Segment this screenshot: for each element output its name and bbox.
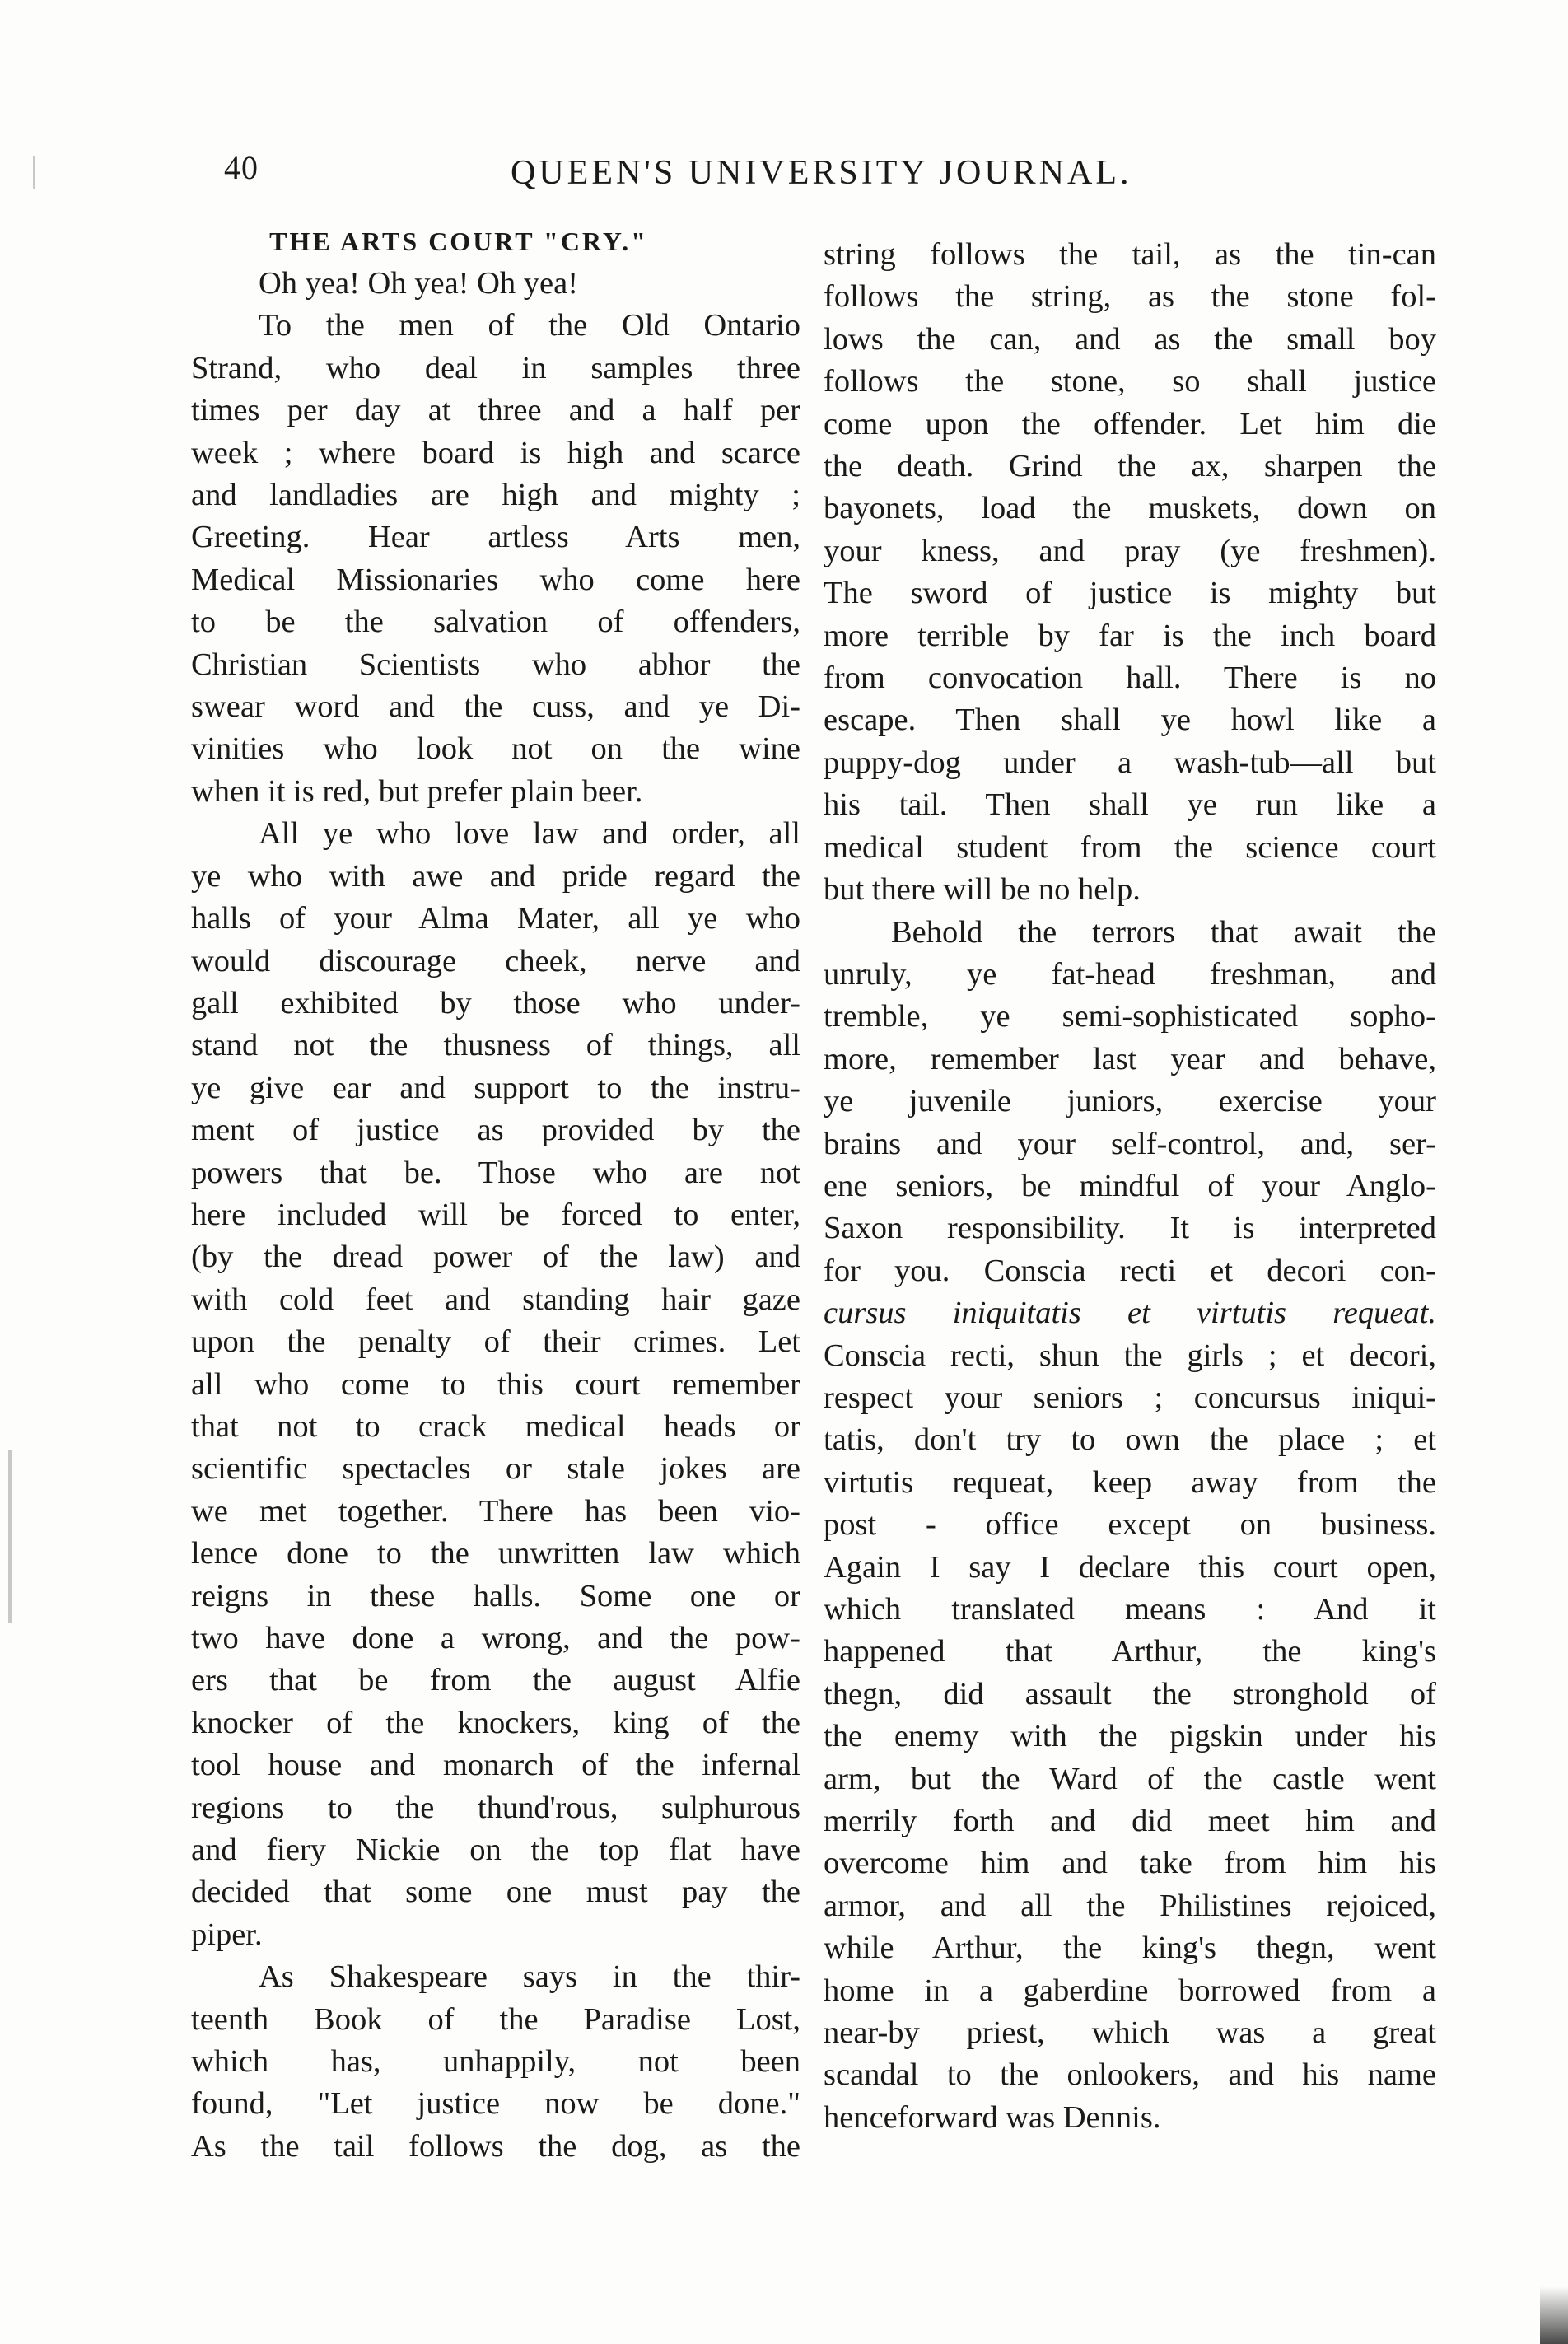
text-line: Again I say I declare this court open, [824,1549,1436,1585]
text-line: ye juvenile juniors, exercise your [824,1084,1436,1119]
text-line: and landladies are high and mighty ; [191,478,800,513]
text-line: vinities who look not on the wine [191,731,800,767]
text-line: decided that some one must pay the [191,1875,800,1910]
text-line: knocker of the knockers, king of the [191,1705,800,1740]
text-line: Christian Scientists who abhor the [191,647,800,682]
text-line: tremble, ye semi-sophisticated sopho- [824,999,1436,1034]
text-line: Saxon responsibility. It is interpreted [824,1211,1436,1246]
text-line: As Shakespeare says in the thir- [259,1959,800,1995]
text-line: Conscia recti, shun the girls ; et decori, [824,1338,1436,1373]
text-line: regions to the thund'rous, sulphurous [191,1790,800,1825]
text-line: would discourage cheek, nerve and [191,943,800,978]
text-line: ye give ear and support to the instru- [191,1070,800,1105]
text-line: follows the string, as the stone fol- [824,279,1436,315]
text-line: which translated means : And it [824,1592,1436,1627]
text-line: ers that be from the august Alfie [191,1663,800,1698]
text-line: the enemy with the pigskin under his [824,1719,1436,1754]
text-line: with cold feet and standing hair gaze [191,1282,800,1317]
text-line: which has, unhappily, not been [191,2044,800,2080]
text-line: respect your seniors ; concursus iniqui- [824,1380,1436,1415]
text-line: stand not the thusness of things, all [191,1028,800,1063]
text-line: armor, and all the Philistines rejoiced, [824,1888,1436,1923]
text-line: thegn, did assault the stronghold of [824,1676,1436,1711]
article-title: THE ARTS COURT "CRY." [269,226,648,256]
right-column [824,234,1436,2139]
text-line: arm, but the Ward of the castle went [824,1761,1436,1796]
text-line: Behold the terrors that await the [891,914,1436,950]
text-line: more, remember last year and behave, [824,1041,1436,1076]
text-line: for you. Conscia recti et decori con- [824,1253,1436,1288]
scan-edge-mark [33,156,35,189]
text-line: reigns in these halls. Some one or [191,1578,800,1613]
text-line: virtutis requeat, keep away from the [824,1464,1436,1500]
text-line: that not to crack medical heads or [191,1408,800,1444]
text-line: tatis, don't try to own the place ; et [824,1422,1436,1458]
text-line: upon the penalty of their crimes. Let [191,1324,800,1360]
text-line: Strand, who deal in samples three [191,350,800,385]
text-line: teenth Book of the Paradise Lost, [191,2001,800,2037]
text-line: lence done to the unwritten law which [191,1536,800,1571]
text-line: Greeting. Hear artless Arts men, [191,520,800,555]
text-line: escape. Then shall ye howl like a [824,703,1436,738]
text-line: when it is red, but prefer plain beer. [191,773,643,809]
text-line: come upon the offender. Let him die [824,406,1436,441]
text-line: All ye who love law and order, all [259,816,800,852]
text-line: swear word and the cuss, and ye Di- [191,689,800,725]
text-line: from convocation hall. There is no [824,661,1436,696]
text-line: follows the stone, so shall justice [824,364,1436,399]
text-line: home in a gaberdine borrowed from a [824,1973,1436,2008]
text-line: scientific spectacles or stale jokes are [191,1451,800,1487]
text-line: we met together. There has been vio- [191,1493,800,1529]
text-line: here included will be forced to enter, [191,1197,800,1232]
text-line: but there will be no help. [824,872,1141,908]
text-line: all who come to this court remember [191,1366,800,1402]
scan-corner-mark [1540,2286,1568,2344]
text-line: string follows the tail, as the tin-can [824,237,1436,272]
text-line: near-by priest, which was a great [824,2015,1436,2051]
text-line: bayonets, load the muskets, down on [824,491,1436,526]
text-line: As the tail follows the dog, as the [191,2128,800,2164]
text-line: times per day at three and a half per [191,393,800,428]
left-column [191,221,800,2168]
text-line: scandal to the onlookers, and his name [824,2057,1436,2093]
text-line: two have done a wrong, and the pow- [191,1621,800,1655]
text-line: Oh yea! Oh yea! Oh yea! [259,266,579,301]
text-line: the death. Grind the ax, sharpen the [824,449,1436,484]
text-line: piper. [191,1917,263,1952]
text-line: unruly, ye fat-head freshman, and [824,956,1436,992]
text-line: To the men of the Old Ontario [259,308,800,343]
text-line: lows the can, and as the small boy [824,321,1436,357]
text-line: and fiery Nickie on the top flat have [191,1833,800,1868]
text-line: your kness, and pray (ye freshmen). [824,533,1436,568]
text-line: his tail. Then shall ye run like a [824,787,1436,823]
text-line: Medical Missionaries who come here [191,562,800,597]
text-line: more terrible by far is the inch board [824,618,1436,653]
text-line: week ; where board is high and scarce [191,435,800,470]
text-line: (by the dread power of the law) and [191,1240,800,1275]
text-line: found, "Let justice now be done." [191,2086,800,2122]
text-line: post - office except on business. [824,1507,1436,1543]
text-line: henceforward was Dennis. [824,2099,1161,2135]
text-line: to be the salvation of offenders, [191,605,800,640]
text-line: brains and your self-control, and, ser- [824,1126,1436,1161]
text-line: overcome him and take from him his [824,1846,1436,1881]
page-number: 40 [224,149,259,186]
text-line: merrily forth and did meet him and [824,1804,1436,1839]
text-line: ment of justice as provided by the [191,1113,800,1148]
text-line: tool house and monarch of the infernal [191,1748,800,1783]
text-line-latin: cursus iniquitatis et virtutis requeat. [824,1296,1436,1331]
text-line: ye who with awe and pride regard the [191,858,800,894]
text-line: medical student from the science court [824,829,1436,865]
text-line: powers that be. Those who are not [191,1155,800,1190]
scan-edge-mark [8,1450,12,1623]
text-line: halls of your Alma Mater, all ye who [191,901,800,936]
text-line: gall exhibited by those who under- [191,985,800,1020]
text-line: puppy-dog under a wash-tub—all but [824,745,1436,780]
text-line: ene seniors, be mindful of your Anglo- [824,1168,1436,1203]
running-head: QUEEN'S UNIVERSITY JOURNAL. [511,154,1132,192]
text-line: The sword of justice is mighty but [824,576,1436,611]
text-line: while Arthur, the king's thegn, went [824,1931,1436,1966]
text-line: happened that Arthur, the king's [824,1634,1436,1669]
